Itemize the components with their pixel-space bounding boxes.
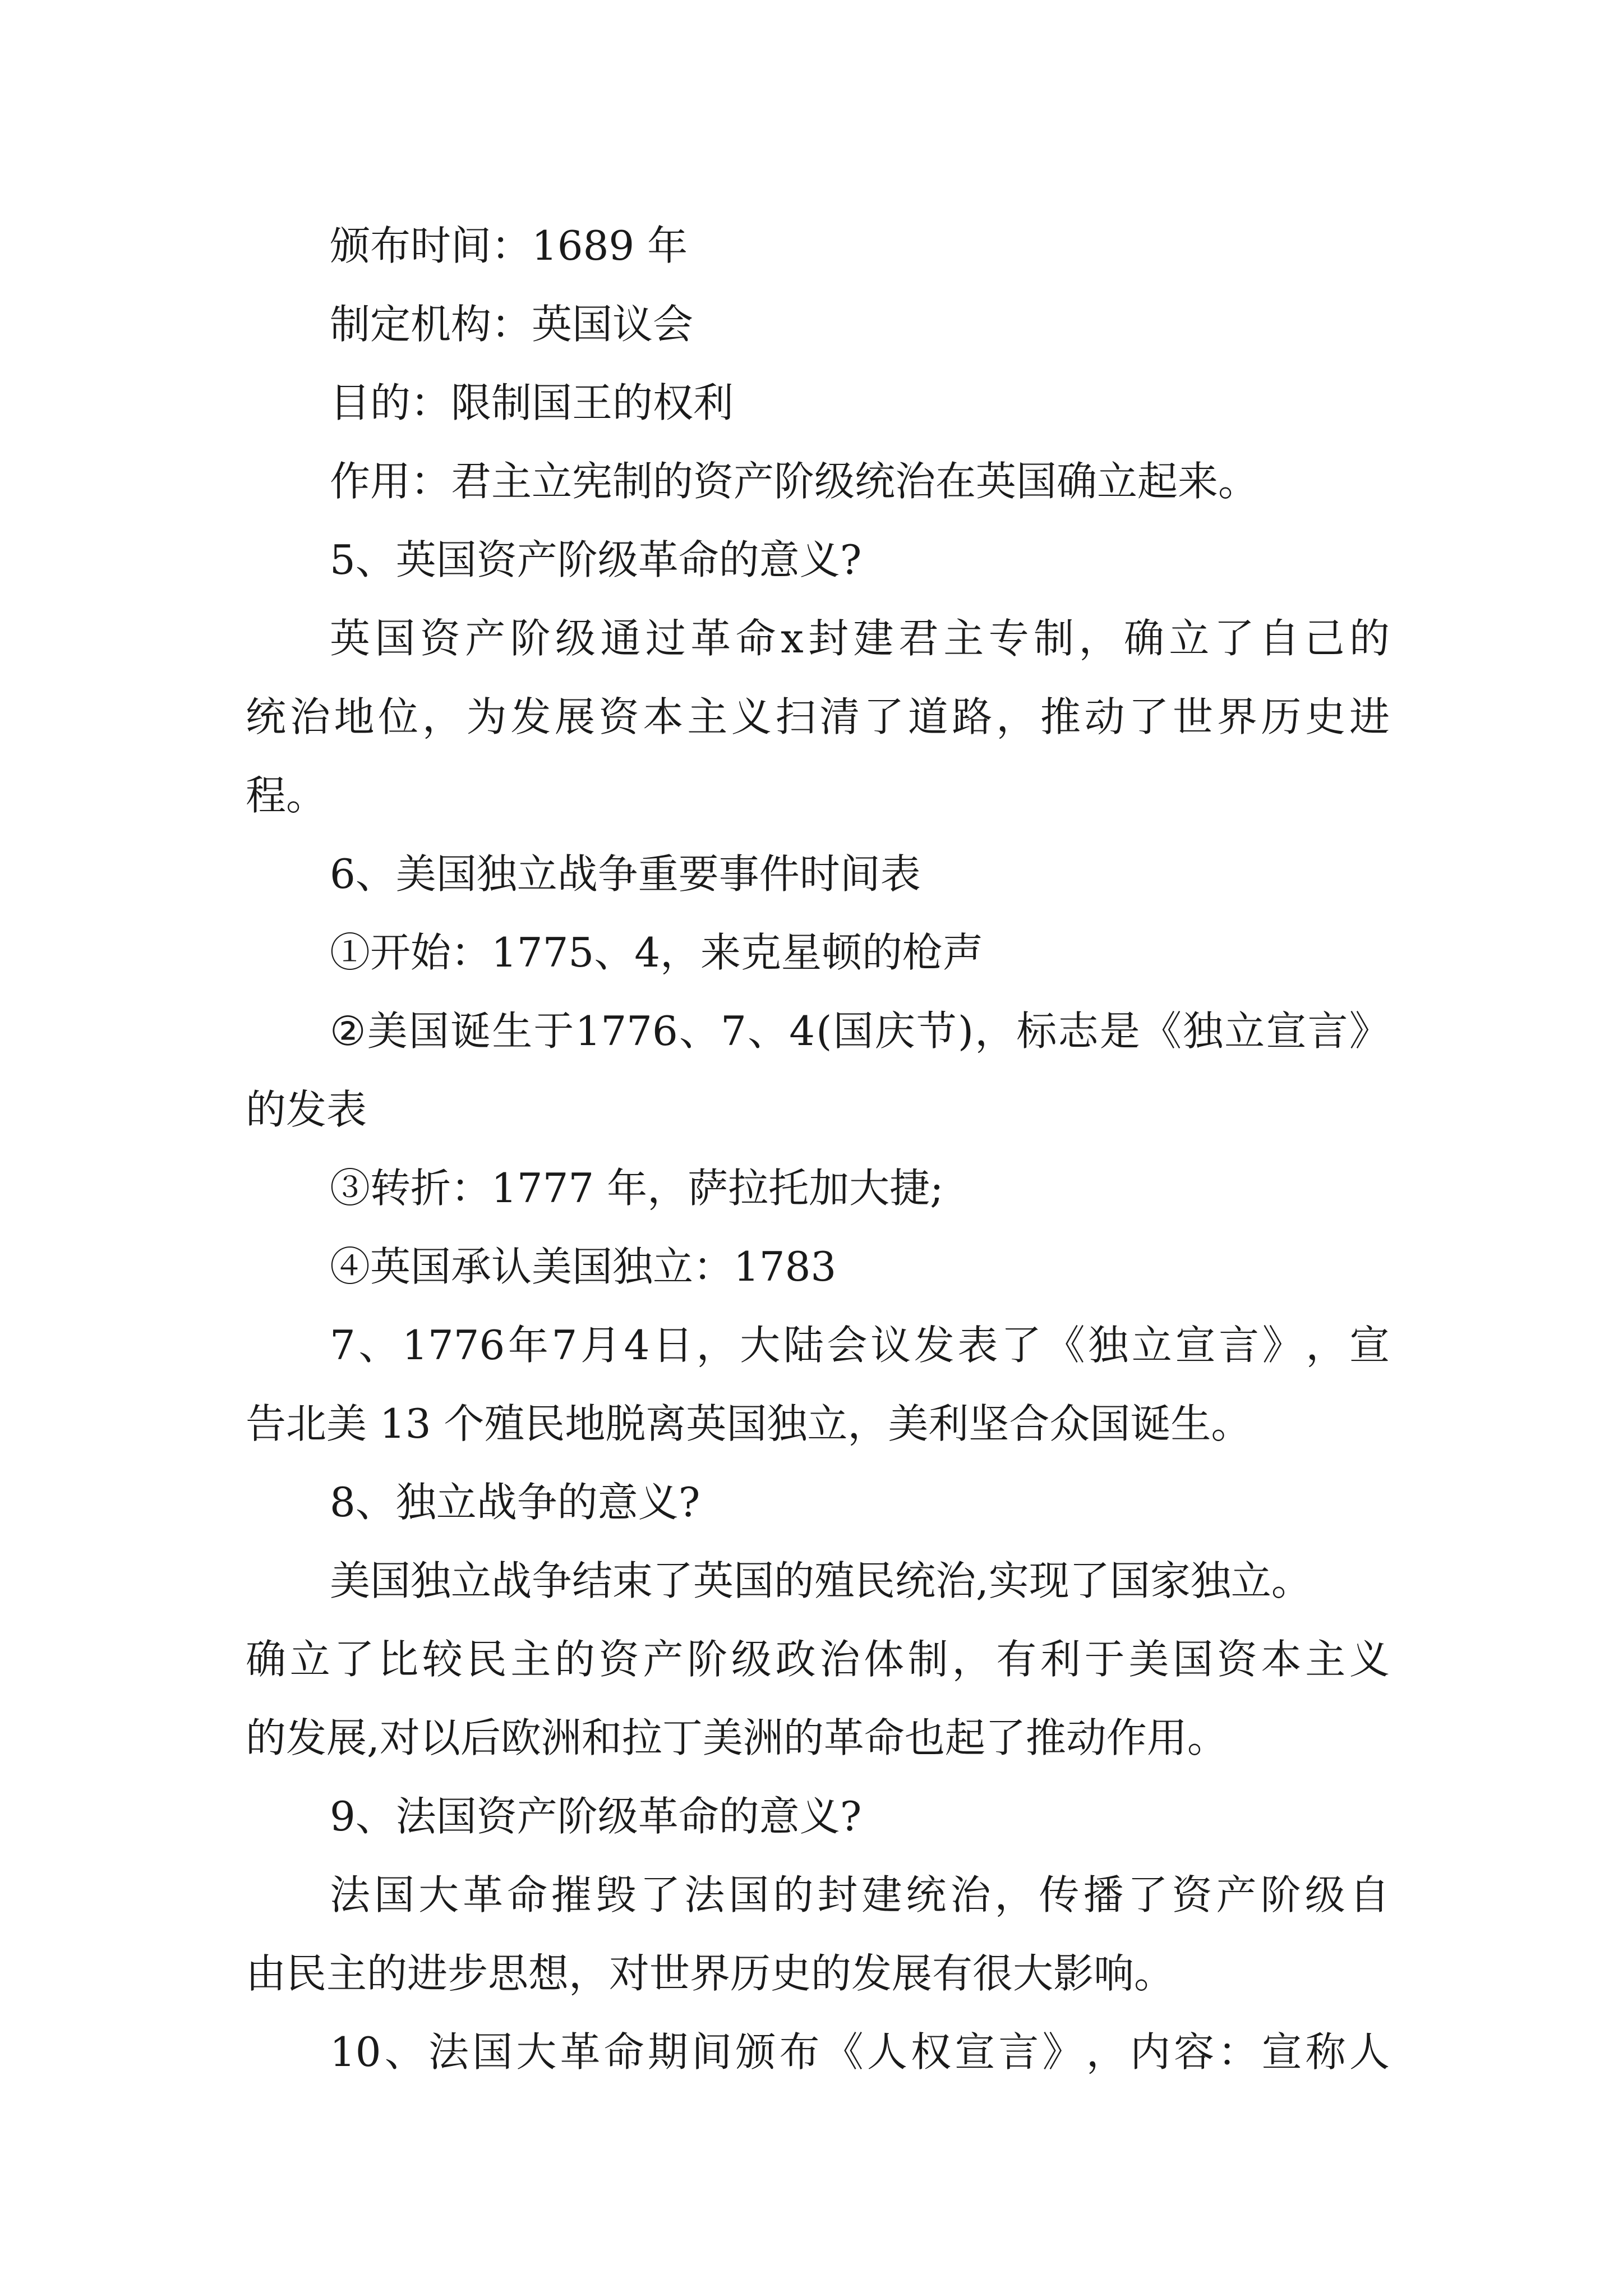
list-item-continuation: 的发表 [246, 1086, 367, 1133]
text-glyph: 1776 [402, 1322, 505, 1369]
text-glyph: 治 [950, 1871, 991, 1918]
text-line-promulgation-time: 颁布时间：1689 年 [330, 222, 688, 269]
text-glyph: 法 [684, 1871, 725, 1918]
text-glyph: 革 [690, 615, 731, 662]
text-glyph: 清 [819, 693, 860, 740]
list-item [246, 992, 1390, 1070]
text-glyph: 统 [246, 693, 287, 740]
text-glyph: 月 [580, 1322, 621, 1369]
text-glyph: 立 [289, 1636, 330, 1683]
text-glyph: 法 [330, 1871, 371, 1918]
text-glyph: ， [975, 1007, 1016, 1055]
text-glyph: 过 [645, 615, 686, 662]
text-glyph: 本 [643, 693, 684, 740]
text-glyph: 《 [1044, 1322, 1085, 1369]
text-glyph: 发 [914, 1322, 955, 1369]
text-glyph: 主 [687, 693, 728, 740]
text-glyph: 制 [1034, 615, 1075, 662]
text-glyph: 独 [1088, 1322, 1129, 1369]
text-glyph: 通 [600, 615, 641, 662]
text-glyph: 利 [1040, 1636, 1081, 1683]
text-glyph: 7 [330, 1322, 356, 1369]
text-glyph: 4 [624, 1322, 650, 1369]
text-glyph: 统 [906, 1871, 947, 1918]
text-glyph: 称 [1305, 2028, 1346, 2076]
text-glyph: 比 [378, 1636, 419, 1683]
text-glyph: 扫 [775, 693, 816, 740]
paragraph-line: 美国独立战争结束了英国的殖民统治,实现了国家独立。 [330, 1557, 1312, 1604]
text-glyph: 命 [735, 615, 776, 662]
text-glyph: 内 [1129, 2028, 1170, 2076]
text-glyph: 资 [598, 1636, 639, 1683]
text-glyph: 进 [1349, 693, 1390, 740]
text-glyph: 》 [1262, 1322, 1303, 1369]
paragraph-line [246, 599, 1390, 678]
text-glyph: 布 [779, 2028, 820, 2076]
text-glyph: 》 [1349, 1007, 1390, 1055]
text-glyph: 宣 [1349, 1322, 1390, 1369]
text-glyph: 地 [334, 693, 375, 740]
text-glyph: 立 [1131, 1322, 1172, 1369]
text-glyph: 是 [1099, 1007, 1140, 1055]
text-glyph: 路 [952, 693, 993, 740]
text-glyph: 了 [1127, 1871, 1168, 1918]
text-glyph: 陆 [783, 1322, 824, 1369]
text-glyph: 建 [861, 1871, 902, 1918]
text-glyph: 推 [1040, 693, 1081, 740]
text-glyph: 间 [691, 2028, 732, 2076]
text-glyph: 界 [1216, 693, 1257, 740]
text-glyph: 级 [731, 1636, 772, 1683]
text-glyph: 颁 [735, 2028, 776, 2076]
question-heading-5: 5、英国资产阶级革命的意义? [330, 536, 862, 583]
text-glyph: 义 [731, 693, 772, 740]
text-glyph: 国 [408, 1007, 449, 1055]
text-glyph: ， [1086, 2028, 1127, 2076]
text-glyph: 议 [870, 1322, 911, 1369]
text-line-enacting-body: 制定机构：英国议会 [330, 301, 694, 348]
text-glyph: 志 [1058, 1007, 1099, 1055]
text-glyph: 级 [555, 615, 596, 662]
text-glyph: 自 [1349, 1871, 1390, 1918]
text-glyph: 权 [911, 2028, 952, 2076]
text-glyph: ： [1218, 2028, 1258, 2076]
document-body [246, 206, 1390, 2091]
text-glyph: 革 [560, 2028, 601, 2076]
text-glyph: 人 [866, 2028, 907, 2076]
text-glyph: 道 [907, 693, 948, 740]
text-glyph: 政 [775, 1636, 816, 1683]
text-glyph: 言 [1219, 1322, 1260, 1369]
text-glyph: ( [816, 1007, 832, 1055]
text-glyph: 10 [330, 2028, 381, 2076]
text-glyph: 国 [472, 2028, 513, 2076]
text-glyph: 了 [1000, 1322, 1041, 1369]
text-glyph: 、 [748, 1007, 789, 1055]
text-glyph: 诞 [450, 1007, 491, 1055]
text-glyph: 动 [1084, 693, 1125, 740]
text-glyph: 生 [492, 1007, 533, 1055]
text-glyph: 会 [827, 1322, 868, 1369]
text-glyph: 阶 [1260, 1871, 1301, 1918]
text-glyph: 为 [466, 693, 507, 740]
text-glyph: 、 [384, 2028, 425, 2076]
text-glyph: 言 [998, 2028, 1039, 2076]
text-glyph: 年 [508, 1322, 548, 1369]
question-heading-7 [246, 1306, 1390, 1384]
text-glyph: ， [994, 1871, 1035, 1918]
text-glyph: 播 [1083, 1871, 1124, 1918]
text-glyph: 有 [996, 1636, 1037, 1683]
text-glyph: 产 [1216, 1871, 1257, 1918]
text-glyph: 国 [1173, 1636, 1214, 1683]
text-glyph: 于 [1084, 1636, 1125, 1683]
text-glyph: 国 [728, 1871, 769, 1918]
text-glyph: 历 [1261, 693, 1302, 740]
text-glyph: 封 [817, 1871, 858, 1918]
text-glyph: 资 [598, 693, 639, 740]
text-glyph: ， [1306, 1322, 1347, 1369]
text-glyph: 期 [647, 2028, 688, 2076]
paragraph-line [246, 1620, 1390, 1699]
text-glyph: 立 [1224, 1007, 1265, 1055]
text-glyph: 级 [1304, 1871, 1345, 1918]
paragraph-line [246, 678, 1390, 756]
text-glyph: 展 [555, 693, 596, 740]
text-glyph: 法 [428, 2028, 469, 2076]
text-glyph: 阶 [687, 1636, 728, 1683]
text-glyph: 《 [1141, 1007, 1182, 1055]
text-glyph: 宣 [1266, 1007, 1307, 1055]
text-glyph: 了 [640, 1871, 681, 1918]
text-line-purpose: 目的：限制国王的权利 [330, 379, 734, 426]
text-glyph: 美 [367, 1007, 408, 1055]
text-glyph: 君 [898, 615, 939, 662]
text-glyph: 《 [823, 2028, 864, 2076]
text-glyph: 产 [643, 1636, 684, 1683]
text-glyph: 了 [1128, 693, 1169, 740]
text-glyph: 标 [1016, 1007, 1057, 1055]
question-heading-10 [246, 2013, 1390, 2091]
text-glyph: 产 [465, 615, 506, 662]
text-glyph: x [781, 615, 804, 662]
text-glyph: 大 [740, 1322, 781, 1369]
text-glyph: 资 [419, 615, 460, 662]
text-glyph: 立 [1169, 615, 1210, 662]
text-glyph: 了 [334, 1636, 375, 1683]
text-glyph: ， [996, 693, 1037, 740]
text-glyph: 主 [1305, 1636, 1346, 1683]
text-glyph: 大 [516, 2028, 557, 2076]
text-line-effect: 作用：君主立宪制的资产阶级统治在英国确立起来。 [330, 458, 1259, 505]
text-glyph: 义 [1349, 1636, 1390, 1683]
text-glyph: 较 [422, 1636, 463, 1683]
text-glyph: 世 [1173, 693, 1214, 740]
paragraph-line: 告北美 13 个殖民地脱离英国独立，美利坚合众国诞生。 [246, 1400, 1252, 1447]
text-glyph: 自 [1259, 615, 1300, 662]
text-glyph: 英 [330, 615, 371, 662]
text-glyph: 表 [957, 1322, 998, 1369]
text-glyph: 1776 [575, 1007, 678, 1055]
text-glyph: 阶 [510, 615, 551, 662]
text-glyph: 、 [679, 1007, 720, 1055]
text-glyph: 美 [1128, 1636, 1169, 1683]
text-glyph: ， [952, 1636, 993, 1683]
text-glyph: 命 [603, 2028, 644, 2076]
text-glyph: 革 [463, 1871, 504, 1918]
text-glyph: 确 [246, 1636, 287, 1683]
list-item: ③转折：1777 年，萨拉托加大捷; [330, 1165, 944, 1212]
text-glyph: 主 [510, 1636, 551, 1683]
paragraph-line: 的发展,对以后欧洲和拉丁美洲的革命也起了推动作用。 [246, 1714, 1228, 1761]
text-glyph: 于 [533, 1007, 574, 1055]
text-glyph: ， [422, 693, 463, 740]
text-glyph: ② [330, 1007, 366, 1055]
text-glyph: 命 [507, 1871, 548, 1918]
text-glyph: 国 [833, 1007, 874, 1055]
text-glyph: 国 [375, 615, 416, 662]
text-glyph: 治 [289, 693, 330, 740]
text-glyph: 的 [1349, 615, 1390, 662]
text-glyph: 了 [1214, 615, 1255, 662]
text-glyph: 民 [466, 1636, 507, 1683]
text-glyph: 本 [1261, 1636, 1302, 1683]
text-glyph: 毁 [596, 1871, 637, 1918]
text-glyph: 位 [378, 693, 419, 740]
question-heading-9: 9、法国资产阶级革命的意义? [330, 1793, 862, 1840]
text-glyph: 、 [358, 1322, 399, 1369]
list-item: ①开始：1775、4，来克星顿的枪声 [330, 929, 984, 976]
text-glyph: 7 [721, 1007, 746, 1055]
text-glyph: 》 [1042, 2028, 1083, 2076]
paragraph-line: 程。 [246, 772, 327, 819]
text-glyph: 摧 [551, 1871, 592, 1918]
text-glyph: 确 [1123, 615, 1164, 662]
text-glyph: 容 [1174, 2028, 1215, 2076]
text-glyph: 治 [819, 1636, 860, 1683]
text-glyph: 专 [988, 615, 1029, 662]
text-glyph: 人 [1349, 2028, 1390, 2076]
text-glyph: 了 [864, 693, 905, 740]
text-glyph: 的 [555, 1636, 596, 1683]
text-glyph: 主 [943, 615, 984, 662]
text-glyph: 建 [853, 615, 894, 662]
paragraph-line [246, 1856, 1390, 1934]
text-glyph: ， [696, 1322, 737, 1369]
text-glyph: 国 [374, 1871, 415, 1918]
text-glyph: 己 [1304, 615, 1345, 662]
text-glyph: 4 [789, 1007, 815, 1055]
text-glyph: 传 [1039, 1871, 1080, 1918]
text-glyph: 7 [551, 1322, 578, 1369]
text-glyph: 日 [652, 1322, 693, 1369]
text-glyph: 独 [1183, 1007, 1224, 1055]
question-heading-6: 6、美国独立战争重要事件时间表 [330, 850, 921, 898]
text-glyph: 制 [907, 1636, 948, 1683]
text-glyph: 资 [1216, 1636, 1257, 1683]
text-glyph: 资 [1172, 1871, 1212, 1918]
list-item: ④英国承认美国独立：1783 [330, 1243, 837, 1290]
text-glyph: 宣 [955, 2028, 995, 2076]
text-glyph: 体 [864, 1636, 905, 1683]
text-glyph: 宣 [1261, 2028, 1302, 2076]
paragraph-line: 由民主的进步思想，对世界历史的发展有很大影响。 [246, 1950, 1175, 1997]
text-glyph: 言 [1307, 1007, 1348, 1055]
text-glyph: ) [958, 1007, 974, 1055]
text-glyph: 史 [1305, 693, 1346, 740]
text-glyph: 的 [773, 1871, 814, 1918]
text-glyph: 庆 [874, 1007, 915, 1055]
text-glyph: 发 [510, 693, 551, 740]
text-glyph: 封 [808, 615, 849, 662]
question-heading-8: 8、独立战争的意义? [330, 1479, 700, 1526]
text-glyph: ， [1078, 615, 1119, 662]
text-glyph: 宣 [1175, 1322, 1216, 1369]
text-glyph: 大 [418, 1871, 459, 1918]
text-glyph: 节 [916, 1007, 957, 1055]
